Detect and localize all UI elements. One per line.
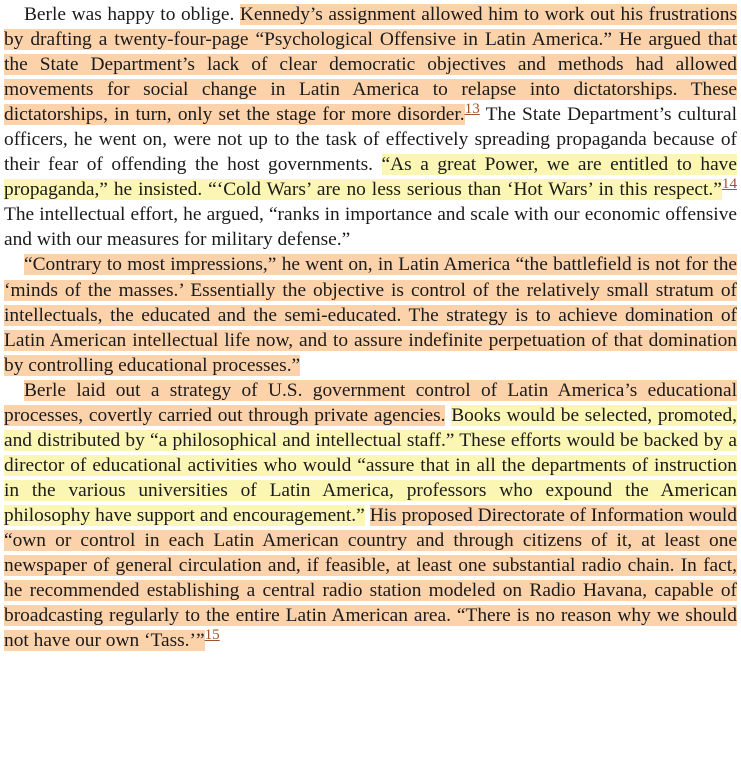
highlight-yellow: “As a great Power, we are entitled to have propaganda,” he insisted. “‘Cold Wars’ are no less serious than ‘Hot Wars’ in this respect.” bbox=[4, 154, 737, 201]
sentence-plain: The intellectual effort, he argued, “ranks in importance and scale with our economic offensive and with our measures for military defense.” bbox=[4, 204, 737, 251]
sentence-plain: The State Department’s cultural officers, he went on, were not up to the task of effectively spreading propaganda because of their fear of offending the host governments. bbox=[4, 104, 737, 176]
footnote-link-14[interactable]: 14 bbox=[721, 176, 737, 193]
highlight-orange: “Contrary to most impressions,” he went on, in Latin America “the battlefield is not for the ‘minds of the masses.’ Essentially the objective is control of the relatively small stratum of intellectuals, the educated and the semi-educated. The strategy is to achieve domination of Latin American intellectual life now, and to assure indefinite perpetuation of that domination by controlling educational processes.” bbox=[4, 254, 737, 376]
highlight-yellow: Books would be selected, promoted, and distributed by “a philosophical and intellectual staff.” These efforts would be backed by a director of educational activities who would “assure that in all the departments of instruction in the various universities of Latin America, professors who expound the American philosophy have support and encouragement.” bbox=[4, 404, 737, 526]
paragraph-2 bbox=[4, 252, 737, 377]
footnote-link-13[interactable]: 13 bbox=[464, 100, 480, 117]
footnote-link-15[interactable]: 15 bbox=[204, 626, 220, 643]
highlight-orange: His proposed Directorate of Information would “own or control in each Latin American country and through citizens of it, at least one newspaper of general circulation and, if feasible, at least one substantial radio chain. In fact, he recommended establishing a central radio station modeled on Radio Havana, capable of broadcasting regularly to the entire Latin American area. “There is no reason why we should not have our own ‘Tass.’” bbox=[4, 504, 737, 652]
sentence-plain: Berle was happy to oblige. bbox=[24, 4, 235, 25]
paragraph-3 bbox=[4, 378, 737, 654]
paragraph-1 bbox=[4, 2, 737, 252]
highlight-orange: Berle laid out a strategy of U.S. government control of Latin America’s educational processes, covertly carried out through private agencies. bbox=[4, 379, 737, 426]
highlight-orange: Kennedy’s assignment allowed him to work out his frustrations by drafting a twenty-four-page “Psychological Offensive in Latin America.” He argued that the State Department’s lack of clear democratic objectives and methods had allowed movements for social change in Latin America to relapse into dictatorships. These dictatorships, in turn, only set the stage for more disorder. bbox=[4, 4, 737, 126]
